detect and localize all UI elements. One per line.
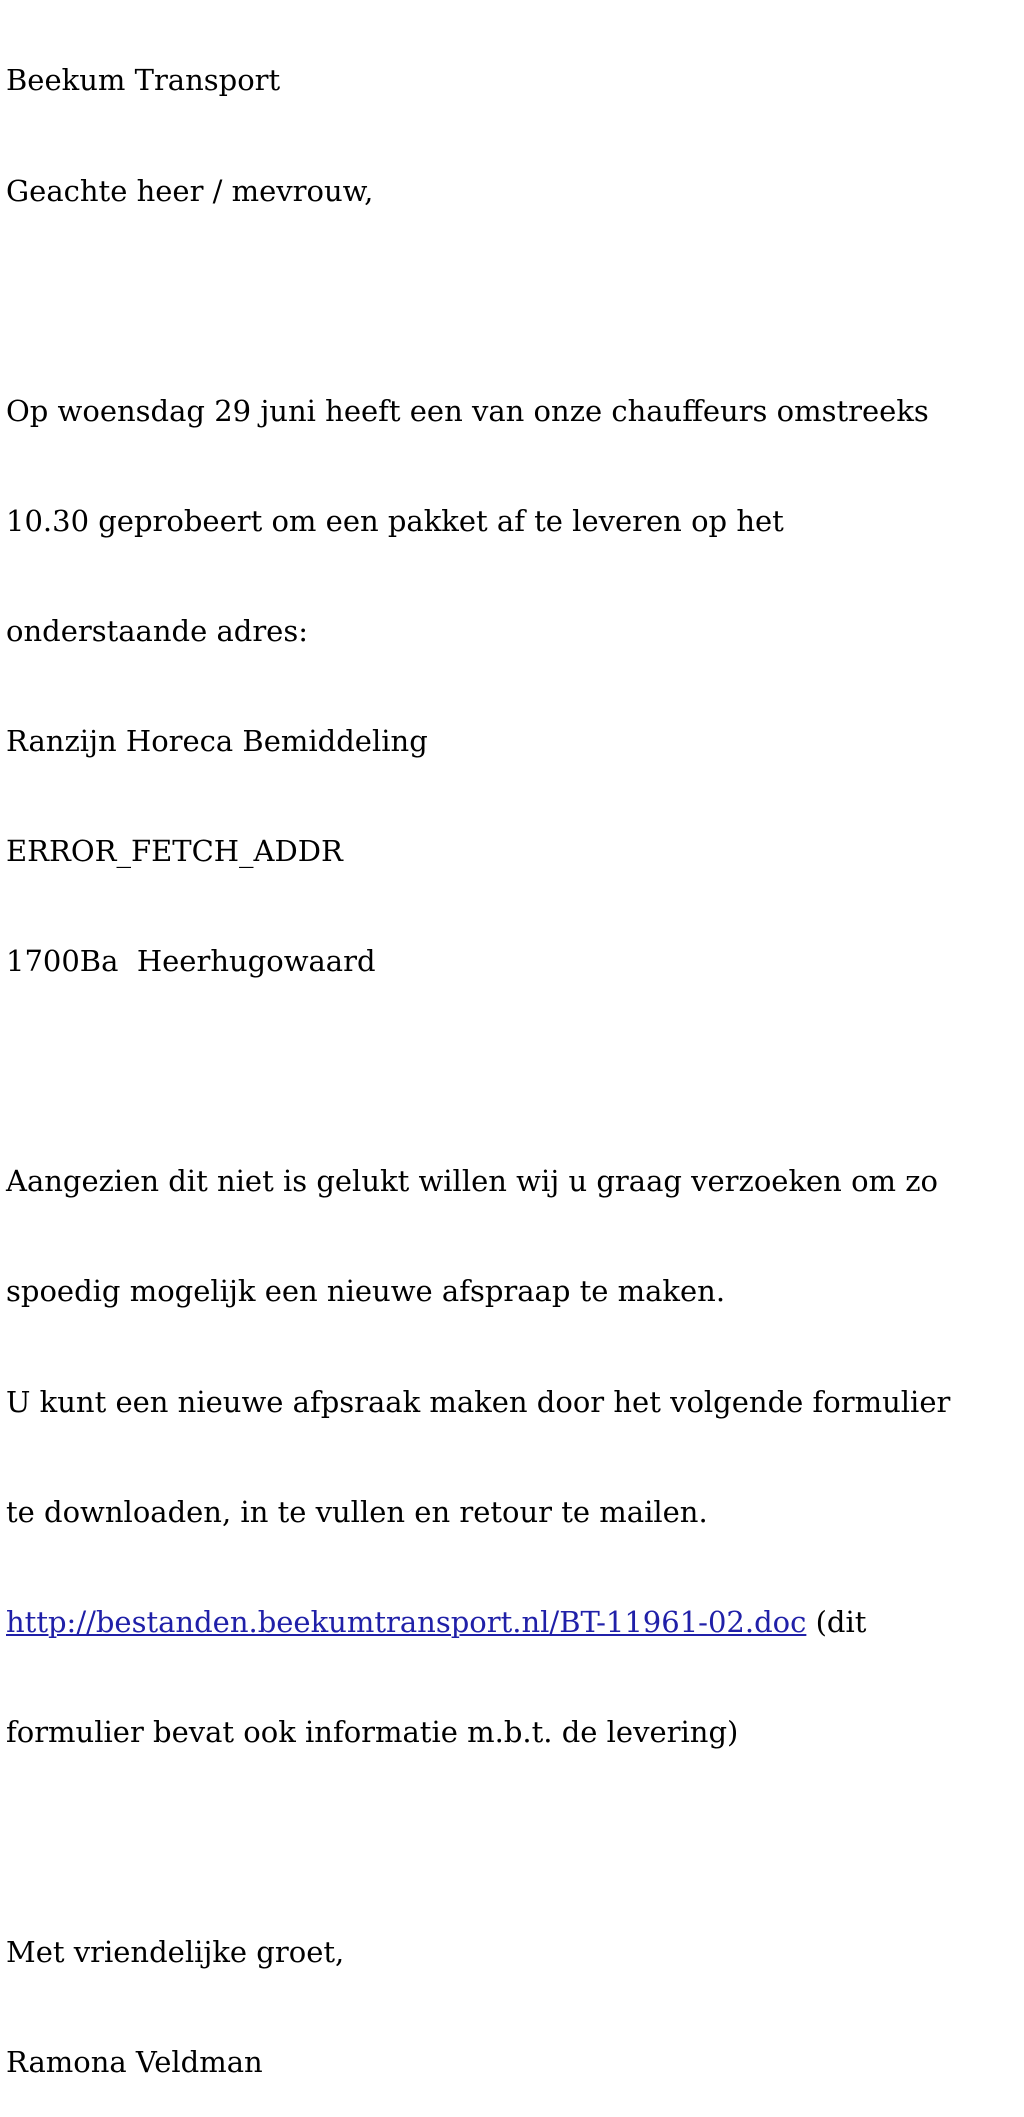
paragraph-1-line-1: Op woensdag 29 juni heeft een van onze chauffeurs omstreeks — [6, 393, 929, 428]
header-fragment: Beekum Transport — [6, 63, 281, 98]
email-body — [6, 0, 1022, 2117]
paragraph-1-line-2: 10.30 geprobeert om een pakket af te leveren op het — [6, 503, 784, 538]
closing: Met vriendelijke groet, — [6, 1935, 345, 1969]
paragraph-2-line-2: spoedig mogelijk een nieuwe afspraap te maken. — [6, 1274, 726, 1309]
address-company: Ranzijn Horeca Bemiddeling — [6, 723, 428, 758]
link-suffix: (dit — [806, 1604, 867, 1639]
address-postal-city: 1700Ba Heerhugowaard — [6, 944, 376, 979]
spacer — [6, 283, 1022, 320]
link-continuation: formulier bevat ook informatie m.b.t. de levering) — [6, 1714, 739, 1749]
paragraph-1-line-3: onderstaande adres: — [6, 613, 308, 648]
download-form-link[interactable]: http://bestanden.beekumtransport.nl/BT-11961-02.doc — [6, 1604, 807, 1639]
paragraph-2-line-1: Aangezien dit niet is gelukt willen wij u graag verzoeken om zo — [6, 1164, 938, 1199]
spacer — [6, 1053, 1022, 1090]
spacer — [6, 1824, 1022, 1861]
address-street: ERROR_FETCH_ADDR — [6, 834, 343, 869]
paragraph-2-line-4: te downloaden, in te vullen en retour te mailen. — [6, 1494, 708, 1529]
greeting: Geachte heer / mevrouw, — [6, 173, 374, 208]
link-line — [6, 1604, 1022, 1641]
signature-fragment: Ramona Veldman — [6, 2045, 263, 2080]
paragraph-2-line-3: U kunt een nieuwe afpsraak maken door het volgende formulier — [6, 1384, 951, 1419]
